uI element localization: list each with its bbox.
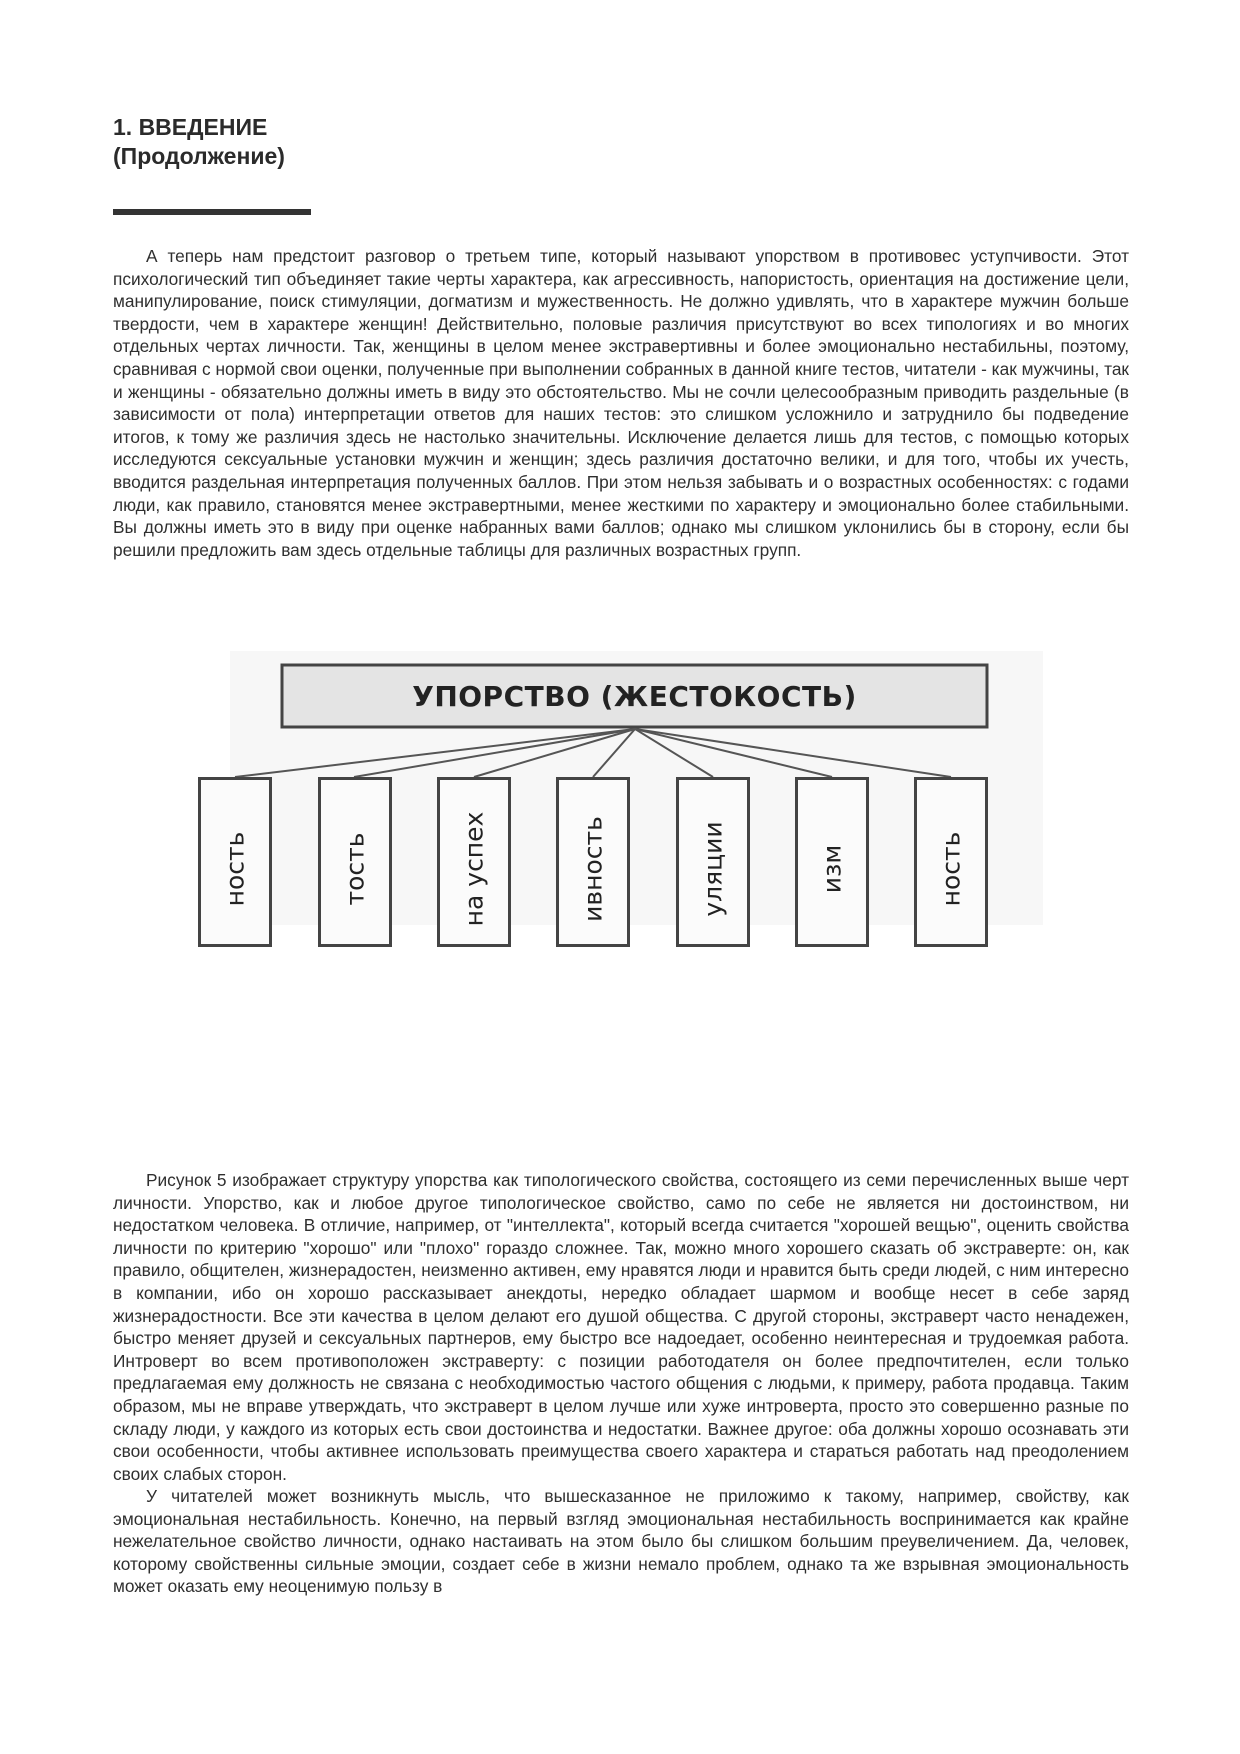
heading-divider — [113, 209, 311, 215]
trait-label-2: тость — [340, 832, 370, 905]
trait-label-5: уляции — [698, 820, 728, 917]
diagram-title: УПОРСТВО (ЖЕСТОКОСТЬ) — [412, 679, 857, 713]
connector-2 — [354, 729, 635, 777]
connector-1 — [235, 729, 635, 777]
trait-box-3 — [437, 777, 511, 947]
trait-label-1: ность — [220, 831, 250, 906]
trait-label-3: на успех — [459, 811, 489, 926]
trait-box-5 — [676, 777, 750, 947]
trait-box-4 — [556, 777, 630, 947]
trait-label-4: ивность — [578, 815, 608, 922]
connector-7 — [635, 729, 951, 777]
connector-6 — [635, 729, 832, 777]
section-heading — [113, 113, 285, 171]
heading-line-2: (Продолжение) — [113, 143, 285, 169]
connector-5 — [635, 729, 713, 777]
heading-line-1: 1. ВВЕДЕНИЕ — [113, 114, 268, 140]
trait-box-6 — [795, 777, 869, 947]
figure-5-diagram — [220, 651, 1043, 926]
trait-box-1 — [198, 777, 272, 947]
paragraph-1: А теперь нам предстоит разговор о третьем типе, который называют упорством в противовес уступчивости. Этот психологический тип объединяет такие черты характера, как агрессивность, напористость, ориентация на достижение цели, манипулирование, поиск стимуляции, догматизм и мужественность. Не должно удивлять, что в характере мужчин больше твердости, чем в характере женщин! Действительно, половые различия присутствуют во всех типологиях и во многих отдельных чертах личности. Так, женщины в целом менее экстравертивны и более эмоционально нестабильны, поэтому, сравнивая с нормой свои оценки, полученные при выполнении собранных в данной книге тестов, читатели - как мужчины, так и женщины - обязательно должны иметь в виду это обстоятельство. Мы не сочли целесообразным приводить раздельные (в зависимости от пола) интерпретации ответов для наших тестов: это слишком усложнило и затруднило бы подведение итогов, к тому же различия здесь не настолько значительны. Исключение делается лишь для тестов, с помощью которых исследуются сексуальные установки мужчин и женщин; здесь различия достаточно велики, и для того, чтобы их учесть, вводится раздельная интерпретация полученных баллов. При этом нельзя забывать и о возрастных особенностях: с годами люди, как правило, становятся менее экстравертными, менее жесткими по характеру и эмоционально более стабильными. Вы должны иметь это в виду при оценке набранных вами баллов; однако мы слишком уклонились бы в сторону, если бы решили предложить вам здесь отдельные таблицы для различных возрастных групп. — [113, 246, 1129, 560]
trait-label-7: ность — [936, 831, 966, 906]
paragraph-3: У читателей может возникнуть мысль, что вышесказанное не приложимо к такому, например, свойству, как эмоциональная нестабильность. Конечно, на первый взгляд эмоциональная нестабильность воспринимается как крайне нежелательное свойство личности, однако настаивать на этом было бы слишком большим преувеличением. Да, человек, которому свойственны сильные эмоции, создает себе в жизни немало проблем, однако та же взрывная эмоциональность может оказать ему неоценимую пользу в — [113, 1486, 1129, 1597]
paragraph-2: Рисунок 5 изображает структуру упорства как типологического свойства, состоящего из семи перечисленных выше черт личности. Упорство, как и любое другое типологическое свойство, само по себе не является ни достоинством, ни недостатком человека. В отличие, например, от "интеллекта", который всегда считается "хорошей вещью", оценить свойства личности по критерию "хорошо" или "плохо" гораздо сложнее. Так, можно много хорошего сказать об экстраверте: он, как правило, общителен, жизнерадостен, неизменно активен, ему нравятся люди и нравится быть среди людей, с ним интересно в компании, ибо он хорошо рассказывает анекдоты, нередко обладает шармом и вообще несет в себе заряд жизнерадостности. Все эти качества в целом делают его душой общества. С другой стороны, экстраверт часто ненадежен, быстро меняет друзей и сексуальных партнеров, ему быстро все надоедает, особенно неинтересная и трудоемкая работа. Интроверт во всем противоположен экстраверту: с позиции работодателя он более предпочтителен, если только предлагаемая ему должность не связана с необходимостью частого общения с людьми, к примеру, работа продавца. Таким образом, мы не вправе утверждать, что экстраверт в целом лучше или хуже интроверта, просто это совершенно разные по складу люди, у каждого из которых есть свои достоинства и недостатки. Важнее другое: оба должны хорошо осознавать эти свои особенности, чтобы активнее использовать преимущества своего характера и стараться работать над преодолением своих слабых сторон. — [113, 1170, 1129, 1484]
trait-label-6: изм — [817, 844, 847, 893]
trait-box-2 — [318, 777, 392, 947]
trait-box-7 — [914, 777, 988, 947]
